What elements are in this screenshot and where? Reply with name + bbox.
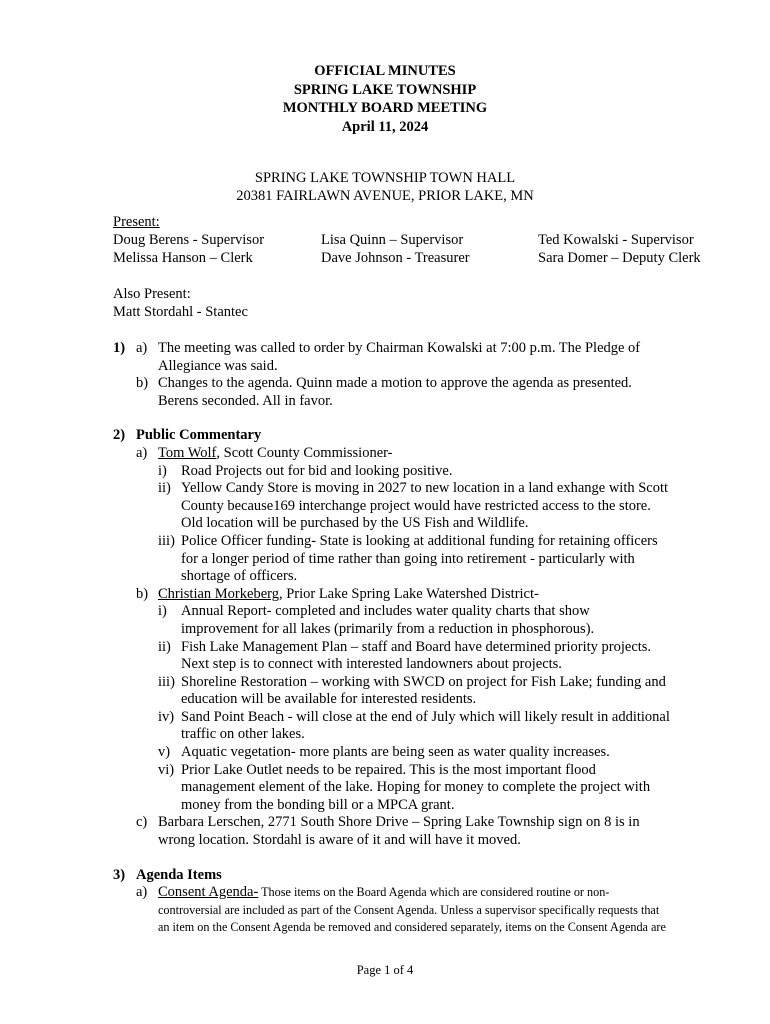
section-agenda-items xyxy=(113,867,713,937)
text-line: Allegiance was said. xyxy=(158,357,278,374)
sub-item xyxy=(113,744,713,762)
sub-item xyxy=(113,762,713,815)
also-present-label: Also Present: xyxy=(113,286,191,302)
item-marker: b) xyxy=(136,585,149,602)
text-line: money from the bonding bill or a MPCA grant. xyxy=(181,796,455,813)
speaker-title: , Prior Lake Spring Lake Watershed District- xyxy=(278,585,539,602)
attendee: Lisa Quinn – Supervisor xyxy=(321,232,464,248)
text-line: Barbara Lerschen, 2771 South Shore Drive – Spring Lake Township sign on 8 is in xyxy=(158,814,640,831)
item-marker: b) xyxy=(136,375,149,392)
attendee: Sara Domer – Deputy Clerk xyxy=(538,249,701,266)
section-call-to-order xyxy=(113,340,713,410)
item-text xyxy=(181,709,670,744)
list-item xyxy=(113,884,713,936)
list-item xyxy=(113,445,713,463)
list-item xyxy=(113,586,713,604)
text-line: County because169 interchange project would have restricted access to the store. xyxy=(181,497,651,514)
item-marker: i) xyxy=(158,462,167,479)
text-line: The meeting was called to order by Chairman Kowalski at 7:00 p.m. The Pledge of xyxy=(158,340,641,356)
item-marker: vi) xyxy=(158,761,175,778)
item-text xyxy=(181,744,610,762)
text-line: Yellow Candy Store is moving in 2027 to new location in a land exhange with Scott xyxy=(181,480,669,497)
header-title: OFFICIAL MINUTES xyxy=(314,63,456,79)
text-line: management element of the lake. Hoping for money to complete the project with xyxy=(181,779,651,796)
item-text xyxy=(181,639,651,674)
header-organization: SPRING LAKE TOWNSHIP xyxy=(293,81,477,98)
text-line: an item on the Consent Agenda be removed and considered separately, items on the Consent Agenda are xyxy=(158,920,666,935)
item-text xyxy=(158,340,640,375)
text-line: Changes to the agenda. Quinn made a motion to approve the agenda as presented. xyxy=(158,375,632,392)
section-number: 1) xyxy=(113,340,126,356)
attendee-column xyxy=(113,232,264,267)
item-marker: v) xyxy=(158,744,171,761)
item-marker: iii) xyxy=(158,673,175,690)
text-line: for a longer period of time rather than going into retirement - particularly with xyxy=(181,550,635,567)
attendee: Dave Johnson - Treasurer xyxy=(321,249,470,266)
text-line: Prior Lake Outlet needs to be repaired. This is the most important flood xyxy=(181,761,596,778)
sub-item xyxy=(113,480,713,533)
text-line: shortage of officers. xyxy=(181,568,298,585)
section-heading xyxy=(113,867,713,885)
also-present xyxy=(113,286,248,321)
item-marker: iii) xyxy=(158,532,175,549)
item-marker: i) xyxy=(158,603,167,620)
item-text xyxy=(158,884,666,936)
text-line: improvement for all lakes (primarily from a reduction in phosphorous). xyxy=(181,620,595,637)
item-text xyxy=(181,463,452,481)
attendee-column xyxy=(321,232,470,267)
list-item xyxy=(113,375,713,410)
item-text xyxy=(181,533,658,586)
text-line: controversial are included as part of the Consent Agenda. Unless a supervisor specifically requests that xyxy=(158,902,660,917)
location-address: 20381 FAIRLAWN AVENUE, PRIOR LAKE, MN xyxy=(236,188,534,205)
text-line: Aquatic vegetation- more plants are being seen as water quality increases. xyxy=(181,744,610,761)
text-line: wrong location. Stordahl is aware of it and will have it moved. xyxy=(158,832,521,849)
sub-item xyxy=(113,533,713,586)
also-present-name: Matt Stordahl - Stantec xyxy=(113,303,248,320)
attendee: Melissa Hanson – Clerk xyxy=(113,249,253,266)
item-marker: ii) xyxy=(158,480,171,497)
text-line: Road Projects out for bid and looking positive. xyxy=(181,462,453,479)
attendee: Doug Berens - Supervisor xyxy=(113,232,265,248)
item-marker: c) xyxy=(136,814,148,831)
section-number: 3) xyxy=(113,866,126,883)
item-heading: Consent Agenda- xyxy=(158,884,259,901)
section-title: Agenda Items xyxy=(136,866,222,883)
text-line: Shoreline Restoration – working with SWCD on project for Fish Lake; funding and xyxy=(181,673,666,690)
text-line: traffic on other lakes. xyxy=(181,726,305,743)
location-venue: SPRING LAKE TOWNSHIP TOWN HALL xyxy=(254,170,516,186)
text-line: Police Officer funding- State is looking at additional funding for retaining officers xyxy=(181,532,658,549)
attendee-column xyxy=(538,232,701,267)
item-marker: a) xyxy=(136,444,148,461)
sub-item xyxy=(113,463,713,481)
section-row xyxy=(113,340,713,375)
text-line: Annual Report- completed and includes water quality charts that show xyxy=(181,603,590,620)
text-line: Those items on the Board Agenda which are considered routine or non- xyxy=(258,885,610,900)
speaker-name: Christian Morkeberg xyxy=(158,585,279,602)
text-line: Fish Lake Management Plan – staff and Board have determined priority projects. xyxy=(181,638,652,655)
list-item xyxy=(113,814,713,849)
item-text xyxy=(181,603,594,638)
text-line: Old location will be purchased by the US Fish and Wildlife. xyxy=(181,515,529,532)
item-text xyxy=(158,814,640,849)
item-text xyxy=(158,375,632,410)
section-title: Public Commentary xyxy=(136,427,262,444)
item-marker: a) xyxy=(136,884,148,901)
header-date: April 11, 2024 xyxy=(341,118,429,135)
section-heading xyxy=(113,427,713,445)
speaker-title: , Scott County Commissioner- xyxy=(216,444,393,461)
item-text xyxy=(158,445,393,463)
section-public-commentary xyxy=(113,427,713,849)
header-meeting-type: MONTHLY BOARD MEETING xyxy=(282,100,488,117)
item-text xyxy=(181,674,666,709)
meeting-location xyxy=(0,169,770,206)
page-number: Page 1 of 4 xyxy=(356,963,414,977)
sub-item xyxy=(113,709,713,744)
item-marker: iv) xyxy=(158,708,175,725)
text-line: education will be available for interested residents. xyxy=(181,691,477,708)
sub-item xyxy=(113,603,713,638)
text-line: Next step is to connect with interested landowners about projects. xyxy=(181,656,562,673)
sub-item xyxy=(113,639,713,674)
attendee: Ted Kowalski - Supervisor xyxy=(538,232,694,248)
item-text xyxy=(181,480,668,533)
item-marker: ii) xyxy=(158,638,171,655)
present-heading xyxy=(113,214,160,232)
minutes-body xyxy=(113,340,713,954)
sub-item xyxy=(113,674,713,709)
document-header xyxy=(0,62,770,136)
speaker-name: Tom Wolf xyxy=(158,444,217,461)
item-marker: a) xyxy=(136,340,148,356)
section-number: 2) xyxy=(113,427,126,444)
item-text xyxy=(181,762,650,815)
present-label: Present: xyxy=(113,214,160,230)
item-text xyxy=(158,586,539,604)
text-line: Berens seconded. All in favor. xyxy=(158,392,333,409)
text-line: Sand Point Beach - will close at the end of July which will likely result in additional xyxy=(181,708,670,725)
